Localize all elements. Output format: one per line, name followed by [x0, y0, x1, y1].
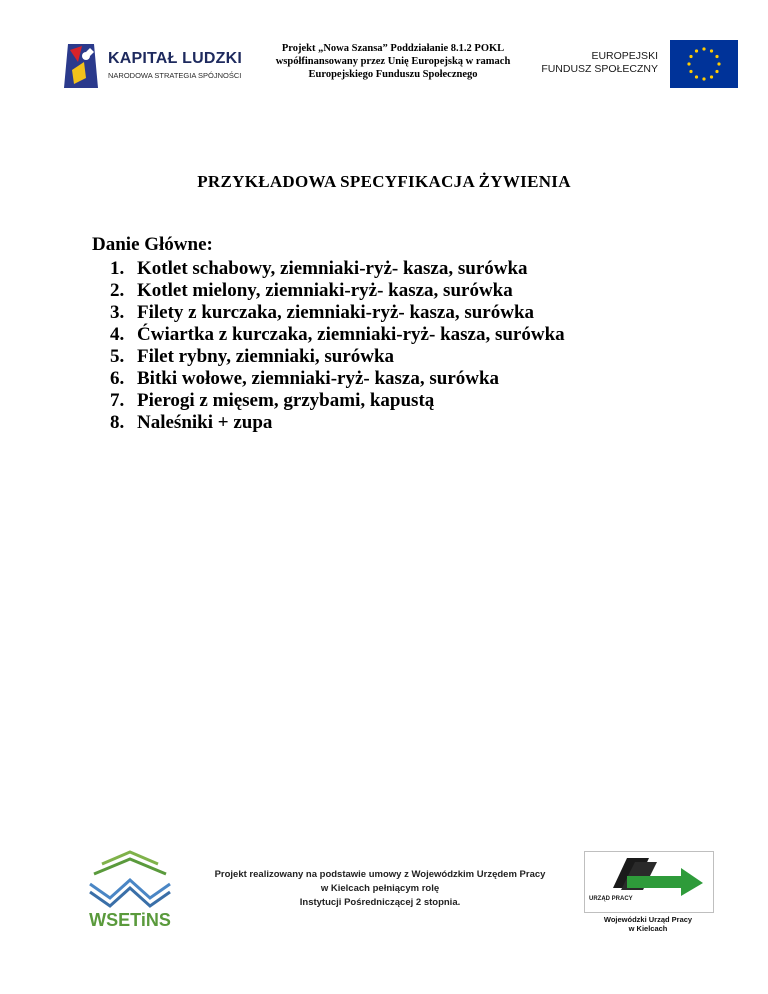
list-item-number: 8. — [110, 412, 125, 433]
menu-list — [110, 258, 565, 434]
footer-text — [195, 868, 565, 910]
wup-caption — [584, 915, 712, 933]
kapital-ludzki-subtitle: NARODOWA STRATEGIA SPÓJNOŚCI — [108, 71, 242, 80]
list-item-number: 7. — [110, 390, 125, 411]
efs-label — [540, 50, 658, 76]
list-item — [110, 258, 565, 280]
list-item-text: Filet rybny, ziemniaki, surówka — [137, 346, 395, 367]
project-header-text — [248, 42, 538, 81]
list-item-number: 5. — [110, 346, 125, 367]
list-item-number: 2. — [110, 280, 125, 301]
list-item-text: Kotlet mielony, ziemniaki-ryż- kasza, surówka — [137, 280, 513, 301]
wsetins-label: WSETiNS — [89, 910, 171, 930]
project-line-2: współfinansowany przez Unię Europejską w ramach — [275, 56, 511, 67]
list-item-text: Ćwiartka z kurczaka, ziemniaki-ryż- kasza, surówka — [137, 324, 565, 345]
list-item-text: Pierogi z mięsem, grzybami, kapustą — [137, 390, 435, 411]
wup-label: URZĄD PRACY — [589, 896, 633, 902]
section-heading: Danie Główne: — [92, 234, 213, 255]
list-item-text: Bitki wołowe, ziemniaki-ryż- kasza, surówka — [137, 368, 500, 389]
kapital-ludzki-mark-icon — [60, 40, 104, 92]
footer-line-1: Projekt realizowany na podstawie umowy z Wojewódzkim Urzędem Pracy — [214, 869, 546, 880]
list-item — [110, 302, 565, 324]
list-item-number: 3. — [110, 302, 125, 323]
efs-line-2: FUNDUSZ SPOŁECZNY — [541, 63, 658, 75]
list-item — [110, 324, 565, 346]
project-line-3: Europejskiego Funduszu Społecznego — [308, 69, 478, 80]
wup-arrow-icon — [605, 856, 705, 898]
list-item — [110, 390, 565, 412]
list-item — [110, 280, 565, 302]
kapital-ludzki-title: KAPITAŁ LUDZKI — [108, 50, 243, 67]
eu-flag-icon — [670, 40, 738, 88]
list-item-number: 6. — [110, 368, 125, 389]
list-item — [110, 368, 565, 390]
document-title: PRZYKŁADOWA SPECYFIKACJA ŻYWIENIA — [197, 172, 571, 191]
wup-caption-line-2: w Kielcach — [628, 924, 668, 933]
list-item-number: 4. — [110, 324, 125, 345]
wup-caption-line-1: Wojewódzki Urząd Pracy — [603, 915, 693, 924]
list-item — [110, 412, 565, 434]
footer-line-3: Instytucji Pośredniczącej 2 stopnia. — [299, 897, 461, 908]
list-item-text: Naleśniki + zupa — [137, 412, 273, 433]
footer-line-2: w Kielcach pełniącym rolę — [320, 883, 440, 894]
kapital-ludzki-logo — [60, 40, 250, 92]
list-item-text: Kotlet schabowy, ziemniaki-ryż- kasza, surówka — [137, 258, 528, 279]
wsetins-logo-icon — [80, 850, 180, 930]
list-item — [110, 346, 565, 368]
project-line-1: Projekt „Nowa Szansa” Poddziałanie 8.1.2 POKL — [281, 43, 505, 54]
list-item-number: 1. — [110, 258, 125, 279]
efs-line-1: EUROPEJSKI — [591, 50, 658, 62]
wup-logo — [584, 851, 714, 913]
list-item-text: Filety z kurczaka, ziemniaki-ryż- kasza, surówka — [137, 302, 535, 323]
